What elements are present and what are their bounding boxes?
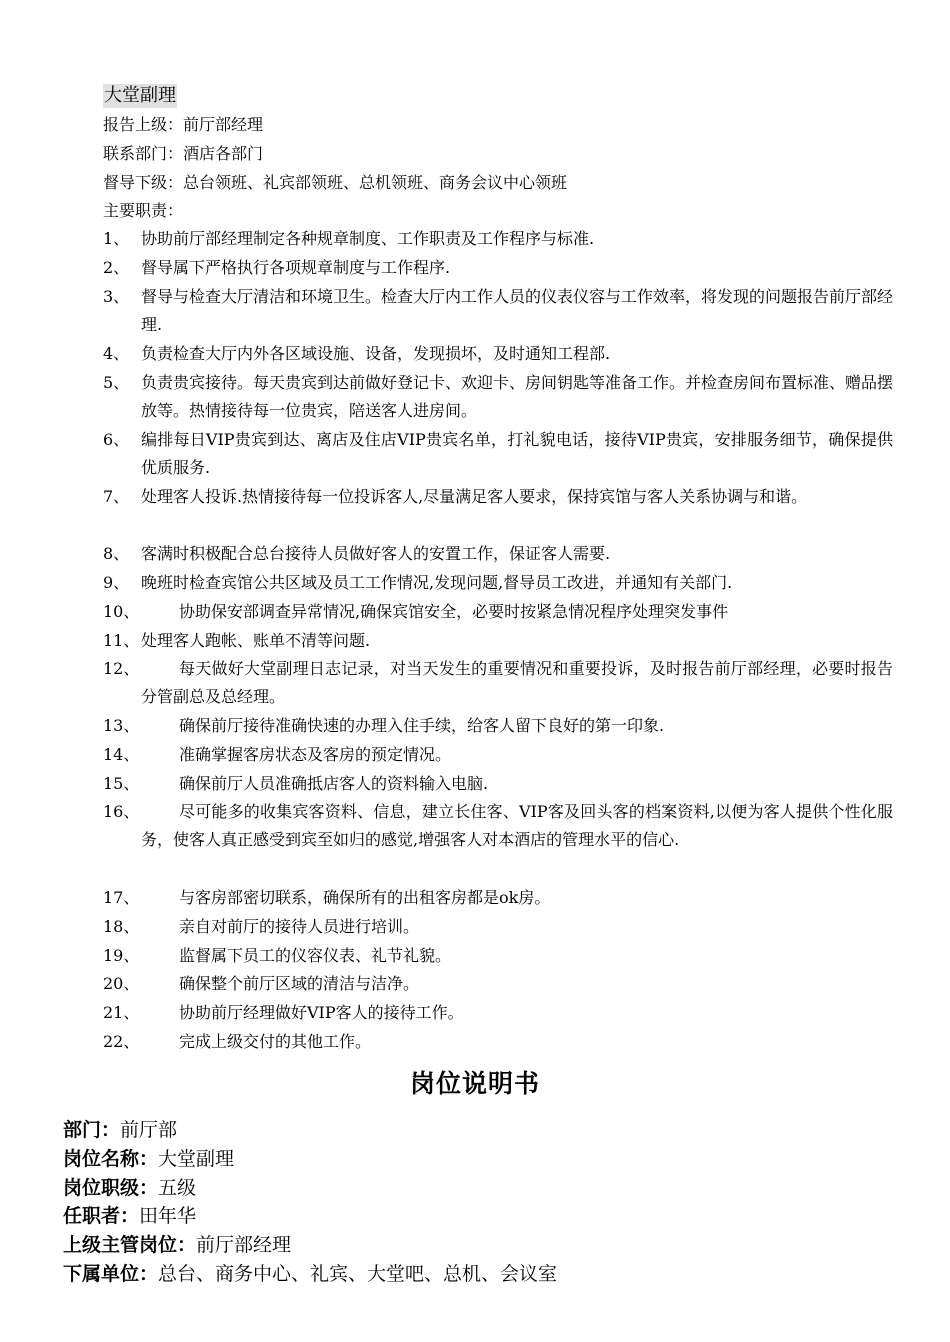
duty-text: 协助前厅部经理制定各种规章制度、工作职责及工作程序与标准. — [141, 229, 595, 248]
duty-text: 协助保安部调查异常情况,确保宾馆安全，必要时按紧急情况程序处理突发事件 — [179, 602, 729, 621]
meta-value: 总台领班、礼宾部领班、总机领班、商务会议中心领班 — [183, 173, 568, 192]
duty-item — [103, 340, 893, 368]
duty-number: 22、 — [103, 1032, 140, 1051]
duty-text: 确保整个前厅区域的清洁与洁净。 — [179, 974, 420, 993]
duty-text: 处理客人跑帐、账单不清等问题. — [141, 631, 371, 650]
duty-text: 确保前厅接待准确快速的办理入住手续，给客人留下良好的第一印象. — [179, 716, 665, 735]
duty-item — [103, 225, 893, 253]
info-label: 上级主管岗位： — [63, 1234, 197, 1256]
duty-text: 协助前厅经理做好VIP客人的接待工作。 — [179, 1003, 464, 1022]
meta-value: 前厅部经理 — [183, 115, 264, 134]
info-subordinate-units — [63, 1261, 557, 1287]
info-value: 总台、商务中心、礼宾、大堂吧、总机、会议室 — [158, 1263, 558, 1285]
meta-contact-dept — [103, 143, 263, 165]
duty-number: 18、 — [103, 917, 140, 936]
duty-number: 17、 — [103, 888, 140, 907]
duty-text: 负责贵宾接待。每天贵宾到达前做好登记卡、欢迎卡、房间钥匙等准备工作。并检查房间布置标准、赠品摆放等。热情接待每一位贵宾，陪送客人进房间。 — [141, 373, 894, 420]
duty-number: 19、 — [103, 946, 140, 965]
duty-item — [103, 970, 893, 998]
duty-number: 6、 — [103, 430, 130, 449]
duty-text: 客满时积极配合总台接待人员做好客人的安置工作，保证客人需要. — [141, 544, 611, 563]
info-department — [63, 1117, 177, 1143]
duty-number: 9、 — [103, 573, 130, 592]
duty-item — [103, 254, 893, 282]
meta-label: 督导下级： — [103, 173, 184, 192]
info-label: 岗位职级： — [63, 1177, 159, 1199]
duty-number: 13、 — [103, 716, 140, 735]
duty-item — [103, 283, 893, 339]
duty-text: 准确掌握客房状态及客房的预定情况。 — [179, 745, 452, 764]
duty-item — [103, 598, 893, 626]
duty-item — [103, 884, 893, 912]
duty-text: 每天做好大堂副理日志记录，对当天发生的重要情况和重要投诉，及时报告前厅部经理，必要时报告分管副总及总经理。 — [141, 659, 893, 706]
duty-item — [103, 999, 893, 1027]
info-position-name — [63, 1146, 234, 1172]
duty-number: 10、 — [103, 602, 140, 621]
duty-item — [103, 369, 893, 425]
duty-number: 8、 — [103, 544, 130, 563]
info-value: 田年华 — [139, 1205, 197, 1227]
duty-text: 亲自对前厅的接待人员进行培训。 — [179, 917, 420, 936]
duty-number: 5、 — [103, 373, 130, 392]
duty-number: 15、 — [103, 774, 140, 793]
info-position-grade — [63, 1175, 196, 1201]
duty-item — [103, 540, 893, 568]
duty-text: 负责检查大厅内外各区域设施、设备，发现损坏，及时通知工程部. — [141, 344, 611, 363]
duty-number: 11、 — [103, 631, 140, 650]
info-incumbent — [63, 1203, 196, 1229]
info-label: 岗位名称： — [63, 1148, 159, 1170]
duty-text: 督导与检查大厅清洁和环境卫生。检查大厅内工作人员的仪表仪容与工作效率，将发现的问题报告前厅部经理. — [141, 287, 894, 334]
section-title: 大堂副理 — [104, 85, 176, 106]
duty-number: 7、 — [103, 487, 130, 506]
duty-number: 1、 — [103, 229, 130, 248]
duty-text: 督导属下严格执行各项规章制度与工作程序. — [141, 258, 451, 277]
duty-number: 12、 — [103, 659, 140, 678]
info-value: 前厅部 — [120, 1119, 178, 1141]
duty-text: 处理客人投诉.热情接待每一位投诉客人,尽量满足客人要求，保持宾馆与客人关系协调与和谐。 — [141, 487, 808, 506]
duty-item — [103, 627, 893, 655]
duty-text: 完成上级交付的其他工作。 — [179, 1032, 372, 1051]
duty-number: 16、 — [103, 802, 140, 821]
meta-label: 主要职责： — [103, 201, 184, 220]
duty-item — [103, 741, 893, 769]
info-superior-position — [63, 1232, 291, 1258]
duty-item — [103, 798, 893, 854]
meta-supervise — [103, 172, 567, 194]
duty-item — [103, 426, 893, 482]
duty-item — [103, 569, 893, 597]
meta-label: 报告上级： — [103, 115, 184, 134]
duty-number: 14、 — [103, 745, 140, 764]
duty-text: 编排每日VIP贵宾到达、离店及住店VIP贵宾名单，打礼貌电话，接待VIP贵宾，安排服务细节，确保提供优质服务. — [141, 430, 893, 477]
info-label: 部门： — [63, 1119, 121, 1141]
duty-text: 与客房部密切联系，确保所有的出租客房都是ok房。 — [179, 888, 551, 907]
duty-text: 监督属下员工的仪容仪表、礼节礼貌。 — [179, 946, 452, 965]
meta-label: 联系部门： — [103, 144, 184, 163]
duty-item — [103, 1028, 893, 1056]
info-label: 任职者： — [63, 1205, 140, 1227]
duty-item — [103, 942, 893, 970]
duty-number: 2、 — [103, 258, 130, 277]
duty-number: 21、 — [103, 1003, 140, 1022]
meta-report-to — [103, 114, 263, 136]
duty-number: 20、 — [103, 974, 140, 993]
info-value: 大堂副理 — [158, 1148, 235, 1170]
duty-item — [103, 770, 893, 798]
meta-value: 酒店各部门 — [183, 144, 264, 163]
duty-item — [103, 483, 893, 511]
info-value: 前厅部经理 — [196, 1234, 292, 1256]
info-value: 五级 — [158, 1177, 197, 1199]
duty-text: 晚班时检查宾馆公共区域及员工工作情况,发现问题,督导员工改进，并通知有关部门. — [141, 573, 733, 592]
meta-duties-heading — [103, 200, 183, 222]
duty-text: 确保前厅人员准确抵店客人的资料输入电脑. — [179, 774, 489, 793]
duty-number: 3、 — [103, 287, 130, 306]
duty-item — [103, 712, 893, 740]
duty-text: 尽可能多的收集宾客资料、信息，建立长住客、VIP客及回头客的档案资料,以便为客人提供个性化服务，使客人真正感受到宾至如归的感觉,增强客人对本酒店的管理水平的信心. — [141, 802, 893, 849]
duty-item — [103, 655, 893, 711]
duty-number: 4、 — [103, 344, 130, 363]
info-label: 下属单位： — [63, 1263, 159, 1285]
duty-item — [103, 913, 893, 941]
document-title: 岗位说明书 — [409, 1069, 540, 1098]
